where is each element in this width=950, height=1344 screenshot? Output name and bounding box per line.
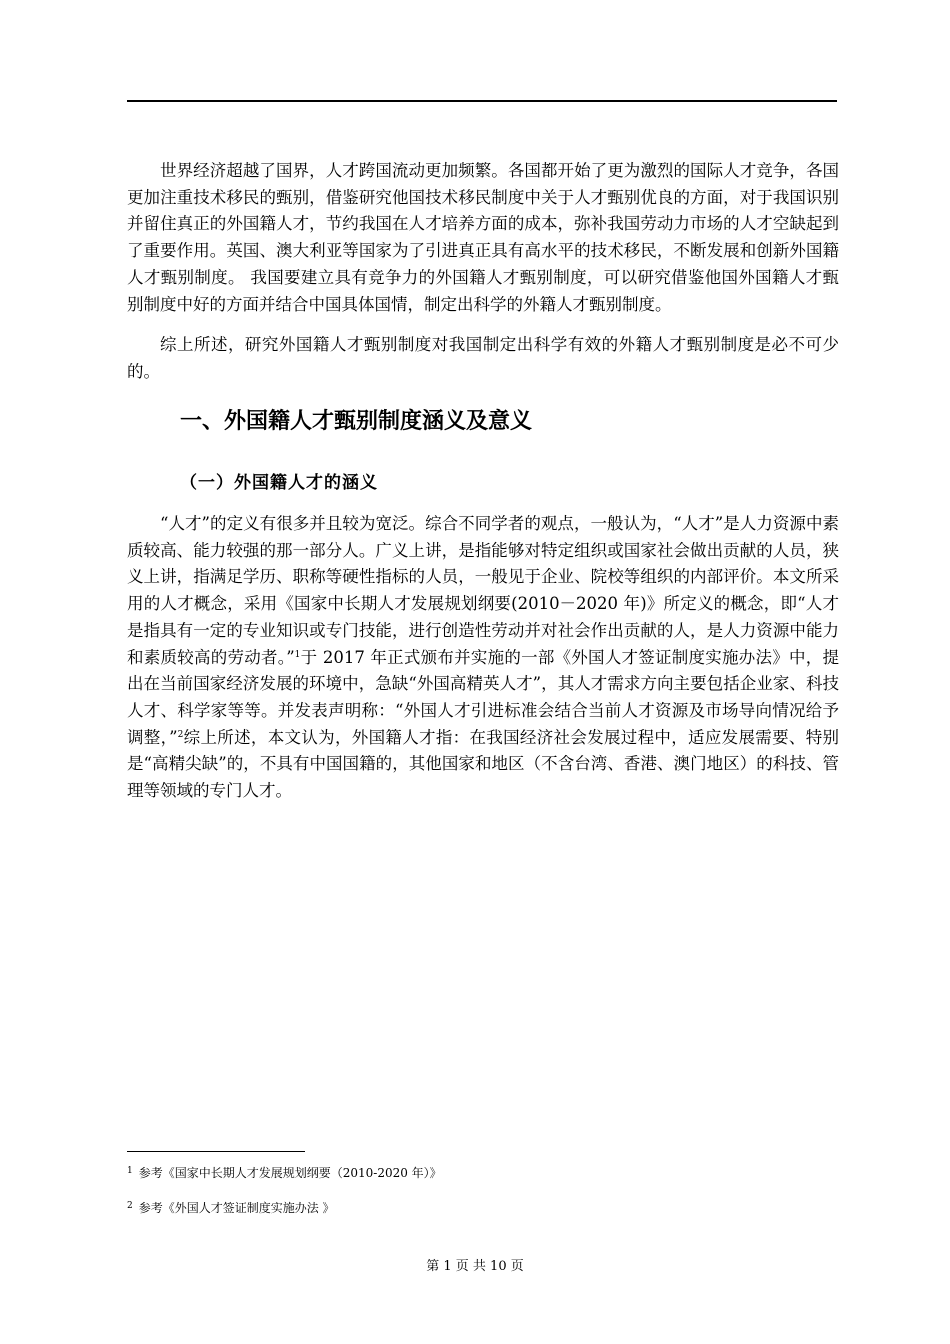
intro-paragraph: 世界经济超越了国界，人才跨国流动更加频繁。各国都开始了更为激烈的国际人才竞争，各国更加注重技术移民的甄别，借鉴研究他国技术移民制度中关于人才甄别优良的方面，对于我国识别并留住真正的外国籍人才，节约我国在人才培养方面的成本，弥补我国劳动力市场的人才空缺起到了重要作用。英国、澳大利亚等国家为了引进真正具有高水平的技术移民，不断发展和创新外国籍人才甄别制度。 我国要建立具有竞争力的外国籍人才甄别制度，可以研究借鉴他国外国籍人才甄别制度中好的方面并结合中国具体国情，制定出科学的外籍人才甄别制度。 bbox=[127, 161, 839, 314]
footnote-1-text: 参考《国家中长期人才发展规划纲要（2010-2020 年）》 bbox=[138, 1166, 442, 1180]
header-rule bbox=[127, 100, 837, 102]
footnote-separator bbox=[127, 1151, 305, 1152]
footnote-2-number: 2 bbox=[127, 1201, 133, 1211]
subsection-heading: （一）外国籍人才的涵义 bbox=[180, 473, 378, 493]
definition-paragraph bbox=[127, 511, 839, 805]
definition-text-part3: 综上所述，本文认为，外国籍人才指：在我国经济社会发展过程中，适应发展需要、特别是“高精尖缺”的，不具有中国国籍的，其他国家和地区（不含台湾、香港、澳门地区）的科技、管理等领域的专门人才。 bbox=[127, 727, 840, 801]
footnote-ref-2[interactable]: 2 bbox=[177, 729, 184, 740]
footnote-2 bbox=[127, 1198, 335, 1216]
summary-paragraph: 综上所述，研究外国籍人才甄别制度对我国制定出科学有效的外籍人才甄别制度是必不可少的。 bbox=[127, 335, 839, 381]
footnote-ref-1[interactable]: 1 bbox=[294, 649, 301, 660]
footnote-1 bbox=[127, 1163, 442, 1181]
definition-text-part1: “人才”的定义有很多并且较为宽泛。综合不同学者的观点，一般认为，“人才”是人力资源中素质较高、能力较强的那一部分人。广义上讲，是指能够对特定组织或国家社会做出贡献的人员，狭义上讲，指满足学历、职称等硬性指标的人员，一般见于企业、院校等组织的内部评价。本文所采用的人才概念，采用《国家中长期人才发展规划纲要(2010－2020 年)》所定义的概念，即“人才是指具有一定的专业知识或专门技能，进行创造性劳动并对社会作出贡献的人，是人力资源中能力和素质较高的劳动者。” bbox=[127, 514, 839, 667]
definition-text-part2: 于 2017 年正式颁布并实施的一部《外国人才签证制度实施办法》中，提出在当前国家经济发展的环境中，急缺“外国高精英人才”，其人才需求方向主要包括企业家、科技人才、科学家等等。并发表声明称：“外国人才引进标准会结合当前人才资源及市场导向情况给予调整，” bbox=[127, 647, 840, 747]
section-heading: 一、外国籍人才甄别制度涵义及意义 bbox=[180, 409, 533, 434]
footnote-1-number: 1 bbox=[127, 1166, 133, 1176]
page-number: 第 1 页 共 10 页 bbox=[426, 1259, 524, 1274]
footnote-2-text: 参考《外国人才签证制度实施办法 》 bbox=[138, 1201, 335, 1215]
